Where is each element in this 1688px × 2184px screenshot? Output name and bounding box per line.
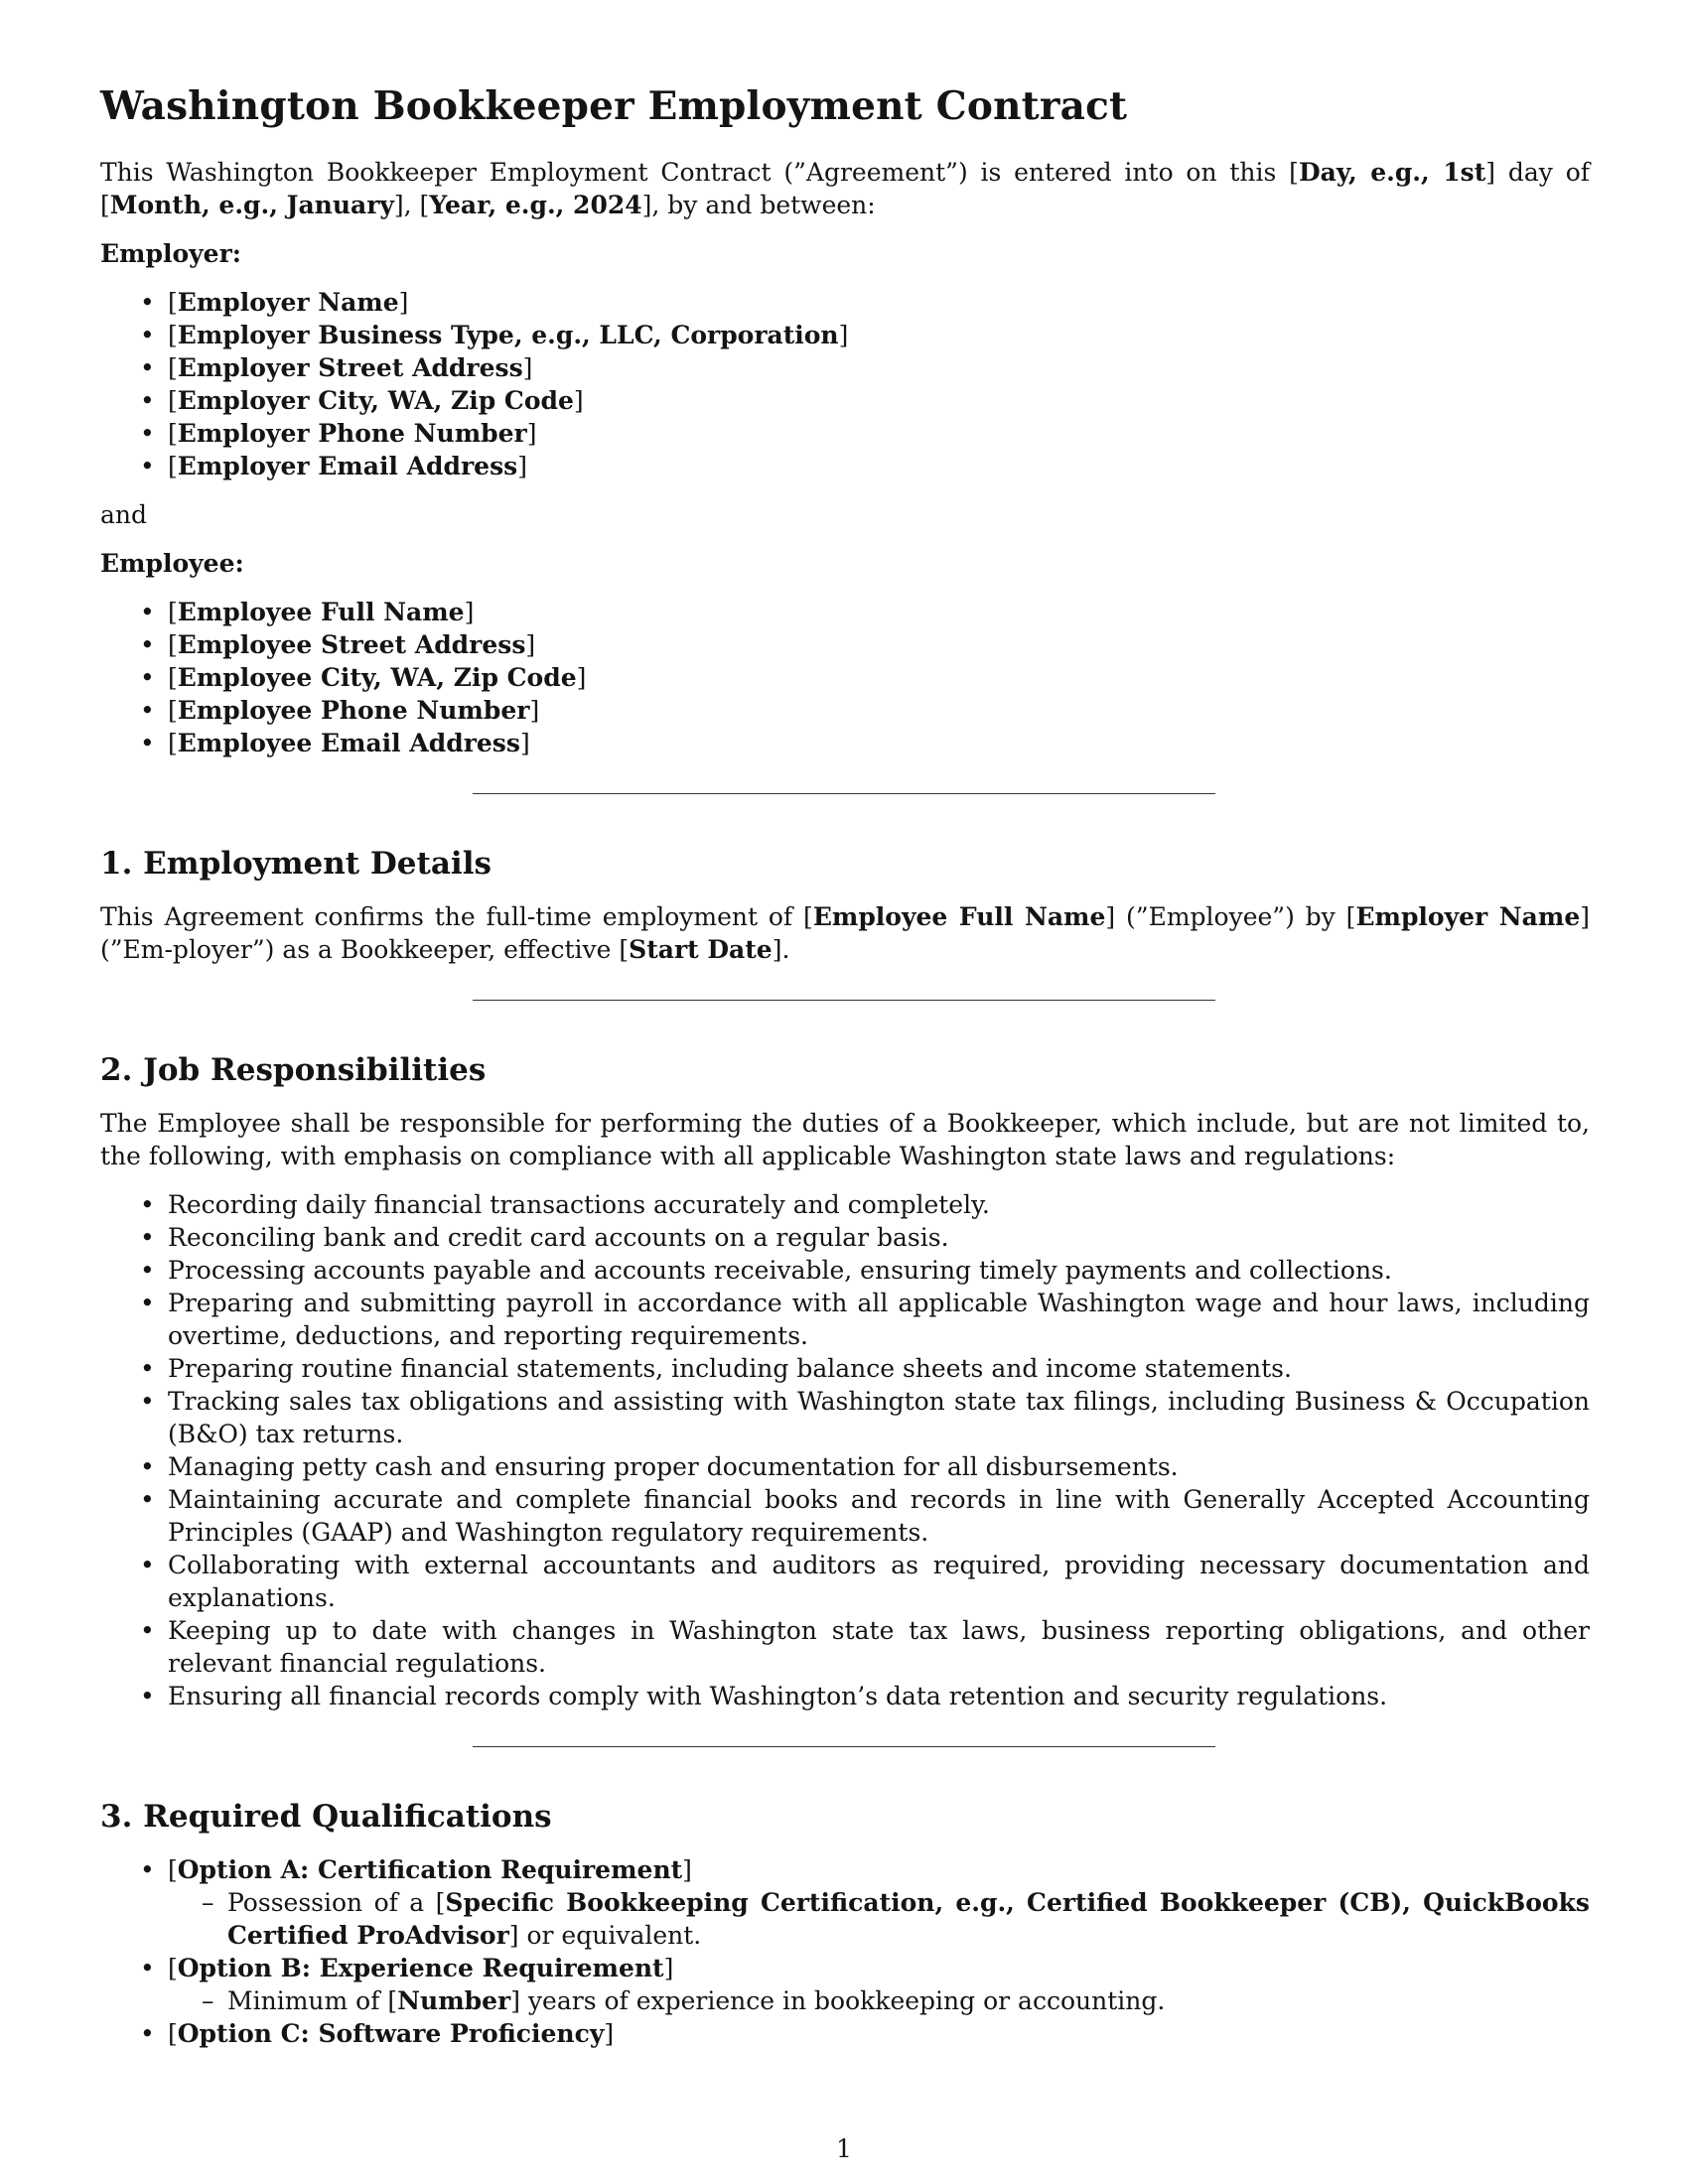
section-heading: 1. Employment Details [100,845,492,882]
intro-text-2: day of [1495,157,1591,187]
intro-text-3: , by and between: [651,190,876,219]
year-placeholder: Year, e.g., 2024 [429,190,642,219]
intro-text: This Washington Bookkeeper Employment Contract (”Agreement”) is entered into on this [100,157,1290,187]
list-item: • Maintaining accurate and complete financial books and records in line with Generally Accepted Accounting Principles (GAAP) and Washington regulatory requirements. [168,1483,1590,1549]
list-item: • [Employer City, WA, Zip Code] [168,384,1590,417]
list-item: • Managing petty cash and ensuring proper documentation for all disbursements. [168,1450,1590,1483]
list-item: • [Option C: Software Proficiency] [168,2017,1590,2050]
responsibilities-list [100,1188,1590,1712]
employee-label: Employee: [100,548,244,578]
section-divider [473,793,1215,794]
section-job-responsibilities [100,1052,1590,1712]
list-item: • Processing accounts payable and accounts receivable, ensuring timely payments and collections. [168,1254,1590,1287]
section-divider [473,1746,1215,1747]
intro-paragraph: This Washington Bookkeeper Employment Contract (”Agreement”) is entered into on this [Day, e.g., 1st] day of [Month, e.g., January], [Year, e.g., 2024], by and between: [100,157,1591,219]
sub-list-item: – Minimum of [Number] years of experience in bookkeeping or accounting. [227,1984,1590,2017]
section-employment-details [100,846,1590,966]
qualifications-list [100,1853,1590,2050]
month-placeholder: Month, e.g., January [109,190,394,219]
section-heading: 3. Required Qualifications [100,1799,552,1836]
list-item: • [Employee Full Name] [168,596,1590,628]
list-item: • [Option B: Experience Requirement] – Minimum of [Number] years of experience in bookkeeping or accounting. [168,1952,1590,2017]
list-item: • [Option A: Certification Requirement] – Possession of a [Specific Bookkeeping Certification, e.g., Certified Bookkeeper (CB), QuickBooks Certified ProAdvisor] or equivalent. [168,1853,1590,1952]
employer-list [100,286,1590,482]
document-title: Washington Bookkeeper Employment Contract [100,83,1128,129]
list-item: • Preparing and submitting payroll in accordance with all applicable Washington wage and hour laws, including overtime, deductions, and reporting requirements. [168,1287,1590,1352]
list-item: • Preparing routine financial statements, including balance sheets and income statements. [168,1352,1590,1385]
list-item: • Collaborating with external accountants and auditors as required, providing necessary documentation and explanations. [168,1549,1590,1614]
list-item: • [Employee Email Address] [168,727,1590,759]
list-item: • Reconciling bank and credit card accounts on a regular basis. [168,1221,1590,1254]
list-item: • Recording daily financial transactions accurately and completely. [168,1188,1590,1221]
list-item: • [Employee Street Address] [168,628,1590,661]
section-divider [473,1000,1215,1001]
section-required-qualifications [100,1799,1590,2050]
sub-list [168,1886,1590,1952]
list-item: • [Employer Business Type, e.g., LLC, Corporation] [168,319,1590,351]
list-item: • [Employee Phone Number] [168,694,1590,727]
employment-paragraph: This Agreement confirms the full-time employment of [Employee Full Name] (”Employee”) by [Employer Name] (”Em-ployer”) as a Bookkeeper, effective [Start Date]. [100,901,1590,964]
responsibilities-intro: The Employee shall be responsible for performing the duties of a Bookkeeper, which include, but are not limited to, the following, with emphasis on compliance with all applicable Washington state laws and regulations: [100,1109,1590,1171]
list-item: • [Employer Email Address] [168,450,1590,482]
section-heading: 2. Job Responsibilities [100,1051,487,1088]
list-item: • Ensuring all financial records comply with Washington’s data retention and security regulations. [168,1680,1590,1712]
employee-list [100,596,1590,759]
sub-list-item: – Possession of a [Specific Bookkeeping Certification, e.g., Certified Bookkeeper (CB), QuickBooks Certified ProAdvisor] or equivalent. [227,1886,1590,1952]
list-item: • [Employee City, WA, Zip Code] [168,661,1590,694]
sub-list [168,1984,1590,2017]
list-item: • [Employer Phone Number] [168,417,1590,450]
and-text: and [100,499,148,529]
day-placeholder: Day, e.g., 1st [1298,157,1486,187]
list-item: • Tracking sales tax obligations and assisting with Washington state tax filings, including Business & Occupation (B&O) tax returns. [168,1385,1590,1450]
list-item: • [Employer Street Address] [168,351,1590,384]
document-page [100,83,1590,2066]
list-item: • [Employer Name] [168,286,1590,319]
employer-label: Employer: [100,238,241,268]
list-item: • Keeping up to date with changes in Washington state tax laws, business reporting obligations, and other relevant financial regulations. [168,1614,1590,1680]
page-number: 1 [836,2134,852,2163]
